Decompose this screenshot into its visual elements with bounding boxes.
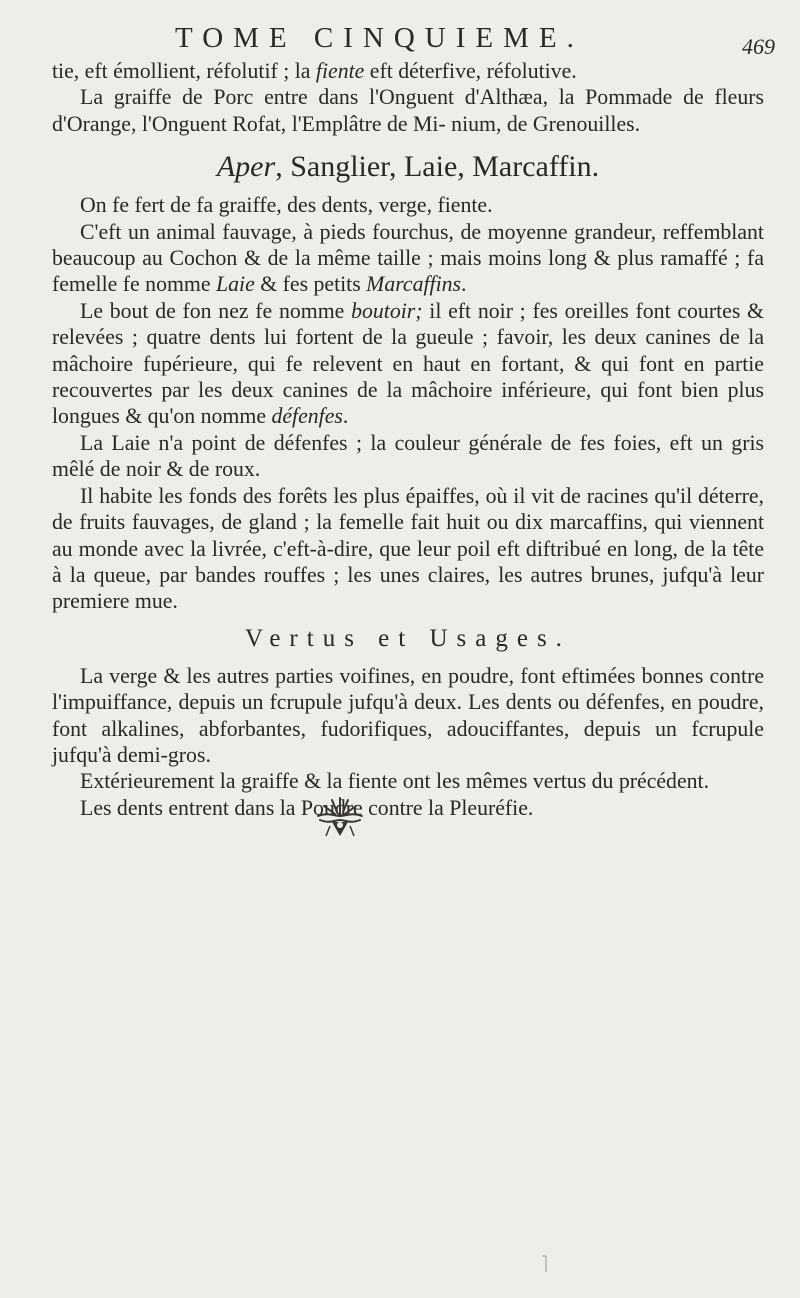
text-run: il eft noir ; fes oreilles font courtes & relevées ; quatre dents lui fortent de la gueule ; favoir, les deux canines de la mâchoire fupérieure, qui fe relevent en haut en fortant, & qui font en partie recouvertes par les deux canines de la mâchoire inférieure, qui font bien plus longues & qu'on nomme: [52, 298, 764, 429]
text-run: eft déterfive, réfolutive.: [364, 59, 577, 83]
text-run: C'eft un animal fauvage, à pieds fourchus, de moyenne grandeur, reffemblant beaucoup au Cochon & de la même taille ; mais moins long & plus ramaffé ; fa femelle fe nomme: [52, 219, 764, 297]
tail-ornament-icon: [310, 792, 370, 842]
stray-ink-mark: [540, 1254, 550, 1274]
paragraph-pleuresie: Les dents entrent dans la Poudre contre la Pleuréfie.: [80, 795, 534, 820]
text-run: .: [461, 272, 467, 297]
heading-french-names: , Sanglier, Laie, Marcaffin.: [275, 150, 600, 184]
entry-heading: [52, 149, 764, 185]
paragraph-description: [52, 219, 764, 298]
heading-latin-name: Aper: [216, 150, 276, 184]
italic-term-laie: Laie: [216, 272, 255, 297]
paragraph-laie: La Laie n'a point de défenfes ; la couleur générale de fes foies, eft un gris mêlé de noir & de roux.: [52, 430, 764, 482]
italic-term-boutoir: boutoir;: [351, 298, 423, 323]
paragraph-graisse: La graiffe de Porc entre dans l'Onguent d'Althæa, la Pommade de fleurs d'Orange, l'Onguent Rofat, l'Emplâtre de Mi- nium, de Grenouilles.: [52, 85, 764, 136]
page-number: 469: [742, 34, 775, 59]
section-title: Vertus et Usages.: [245, 624, 571, 652]
paragraph-boutoir: [52, 298, 764, 430]
text-run: .: [342, 404, 349, 429]
paragraph-exterieurement: Extérieurement la graiffe & la fiente ont les mêmes vertus du précédent.: [80, 769, 710, 794]
text-run: & fes petits: [254, 272, 367, 297]
paragraph-habitat: Il habite les fonds des forêts les plus épaiffes, où il vit de racines qu'il déterre, de fruits fauvages, de gland ; la femelle fait huit ou dix marcaffins, qui viennent au monde avec la livrée, c'eft-à-dire, que leur poil eft diftribué en long, de la tête à la queue, par bandes rouffes ; les unes claires, les autres brunes, jufqu'à leur premiere mue.: [52, 483, 764, 614]
paragraph-emollient: [52, 58, 764, 84]
italic-term-marcassins: Marcaffins: [366, 272, 462, 297]
paragraph-parts-used: On fe fert de fa graiffe, des dents, verge, fiente.: [80, 193, 493, 218]
italic-term-fiente: fiente: [315, 59, 365, 83]
italic-term-defenses: défenfes: [271, 404, 343, 429]
paragraph-vertus: La verge & les autres parties voifines, en poudre, font eftimées bonnes contre l'impuiffance, depuis un fcrupule jufqu'à deux. Les dents ou défenfes, en poudre, font alkalines, abforbantes, fudorifiques, adouciffantes, depuis un fcrupule jufqu'à demi-gros.: [52, 663, 764, 767]
page-header: [0, 22, 800, 62]
running-title: TOME CINQUIEME.: [175, 22, 584, 54]
text-run: tie, eft émollient, réfolutif ; la: [52, 59, 316, 83]
text-run: Le bout de fon nez fe nomme: [80, 298, 352, 323]
body-text: [52, 58, 764, 821]
